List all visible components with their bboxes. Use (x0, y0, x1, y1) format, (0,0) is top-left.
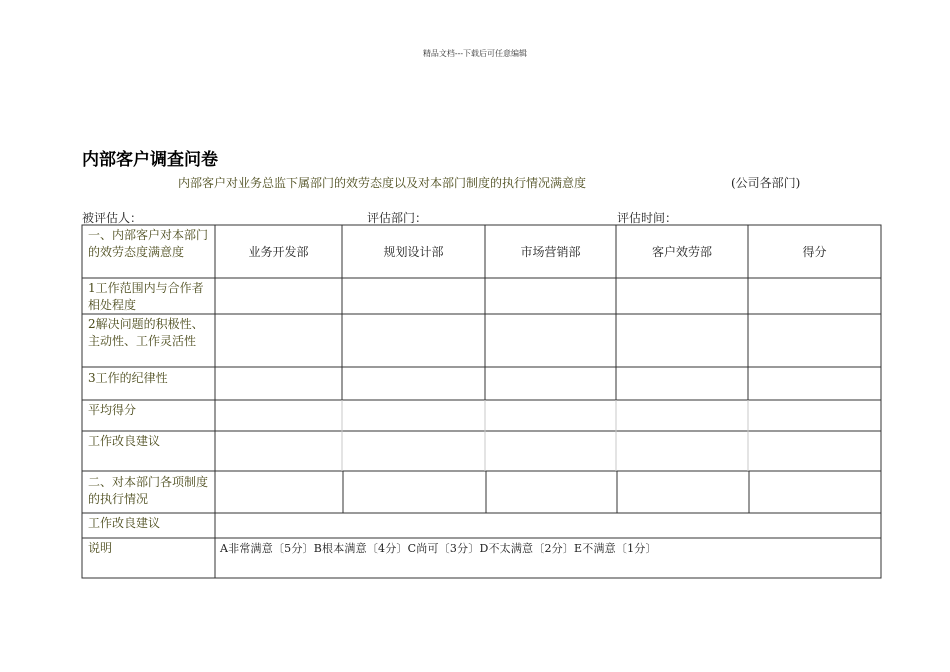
column-header-planning-design: 规划设计部 (383, 245, 444, 259)
section1-header: 一、内部客户对本部门的效劳态度满意度 (88, 228, 209, 259)
row-label-notes: 说明 (88, 541, 113, 555)
row-label-improvement-2: 工作改良建议 (88, 516, 161, 530)
row-label-cooperation: 1工作范围内与合作者相处程度 (88, 281, 204, 312)
document-title: 内部客户调查问卷 (82, 150, 218, 170)
row-label-improvement-1: 工作改良建议 (88, 434, 161, 448)
row-label-discipline: 3工作的纪律性 (88, 371, 168, 385)
document-subtitle: 内部客户对业务总监下属部门的效劳态度以及对本部门制度的执行情况满意度 (178, 176, 587, 190)
column-header-customer-service: 客户效劳部 (651, 245, 712, 259)
rating-legend: A非常满意〔5分〕B根本满意〔4分〕C尚可〔3分〕D不太满意〔2分〕E不满意〔1分〕 (220, 542, 657, 555)
time-label: 评估时间： (617, 211, 678, 225)
column-header-business-dev: 业务开发部 (248, 245, 309, 259)
row-label-problem-solving: 2解决问题的积极性、主动性、工作灵活性 (88, 317, 204, 348)
row-label-average-score: 平均得分 (88, 403, 137, 417)
section2-header: 二、对本部门各项制度的执行情况 (88, 475, 209, 506)
header-note: 精品文档---下载后可任意编辑 (422, 49, 528, 58)
column-header-score: 得分 (802, 245, 827, 259)
column-header-marketing: 市场营销部 (520, 245, 581, 259)
department-label: 评估部门： (367, 211, 428, 225)
scope-label: (公司各部门) (731, 176, 801, 190)
evaluatee-label: 被评估人： (82, 211, 143, 225)
